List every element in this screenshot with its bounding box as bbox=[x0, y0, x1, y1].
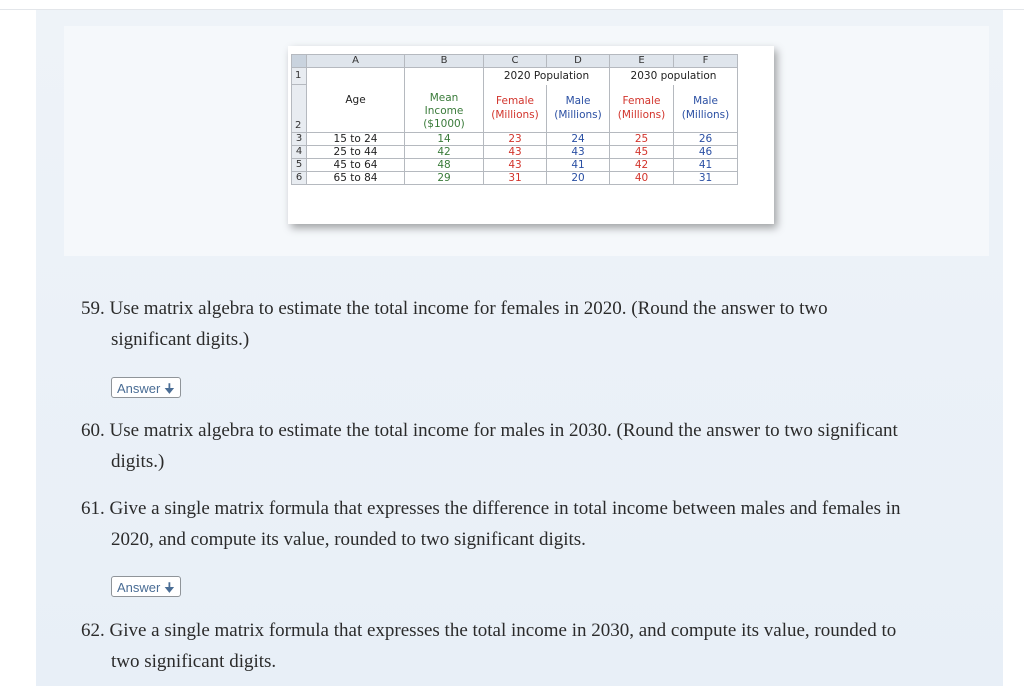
question-59-line2: significant digits.) bbox=[111, 329, 250, 350]
age-cell: 15 to 24 bbox=[307, 133, 405, 146]
col-letter: C bbox=[484, 55, 547, 68]
income-cell: 14 bbox=[405, 133, 484, 146]
question-number: 62. bbox=[81, 620, 105, 641]
group-header-2030: 2030 population bbox=[610, 68, 738, 85]
question-text: Give a single matrix formula that expresses the total income in 2030, and compute its value, rounded to bbox=[109, 620, 897, 641]
income-cell: 29 bbox=[405, 172, 484, 185]
arrow-down-icon: 🠋 bbox=[163, 381, 175, 396]
male-2030-cell: 26 bbox=[674, 133, 738, 146]
female-2030-cell: 25 bbox=[610, 133, 674, 146]
data-row bbox=[292, 146, 738, 159]
millions-label: (Millions) bbox=[554, 109, 602, 122]
female-2020-header bbox=[484, 85, 547, 133]
answer-label: Answer bbox=[117, 580, 161, 595]
question-60-line1 bbox=[81, 415, 981, 446]
row-number: 2 bbox=[292, 85, 307, 133]
question-60 bbox=[81, 415, 981, 477]
question-61-line1 bbox=[81, 493, 981, 524]
row-number: 5 bbox=[292, 159, 307, 172]
data-row bbox=[292, 133, 738, 146]
male-2020-cell: 41 bbox=[547, 159, 610, 172]
income-cell: 42 bbox=[405, 146, 484, 159]
age-cell: 45 to 64 bbox=[307, 159, 405, 172]
income-header-line1: Mean bbox=[429, 92, 459, 104]
female-2030-cell: 45 bbox=[610, 146, 674, 159]
question-62-line2: two significant digits. bbox=[111, 651, 277, 672]
income-header-line2: Income bbox=[424, 105, 464, 117]
female-label: Female bbox=[496, 95, 534, 108]
female-2030-cell: 40 bbox=[610, 172, 674, 185]
male-2020-cell: 24 bbox=[547, 133, 610, 146]
row-number: 6 bbox=[292, 172, 307, 185]
question-text: Use matrix algebra to estimate the total income for males in 2030. (Round the answer to two significant bbox=[109, 420, 898, 441]
question-60-line2: digits.) bbox=[111, 451, 165, 472]
answer-button-59[interactable] bbox=[111, 377, 181, 398]
female-2020-cell: 43 bbox=[484, 146, 547, 159]
row-number: 3 bbox=[292, 133, 307, 146]
data-row bbox=[292, 159, 738, 172]
sheet-row-1 bbox=[292, 68, 738, 85]
col-letter: F bbox=[674, 55, 738, 68]
group-header-2020: 2020 Population bbox=[484, 68, 610, 85]
column-header-row bbox=[292, 55, 738, 68]
question-62 bbox=[81, 615, 981, 677]
income-cell: 48 bbox=[405, 159, 484, 172]
question-number: 61. bbox=[81, 498, 105, 519]
answer-button-61[interactable] bbox=[111, 576, 181, 597]
income-header bbox=[405, 68, 484, 133]
female-2020-cell: 43 bbox=[484, 159, 547, 172]
question-text: Use matrix algebra to estimate the total income for females in 2020. (Round the answer to two bbox=[109, 298, 828, 319]
income-header-line3: ($1000) bbox=[423, 118, 465, 130]
col-letter: D bbox=[547, 55, 610, 68]
millions-label: (Millions) bbox=[617, 109, 666, 122]
spreadsheet-image bbox=[291, 54, 738, 185]
row-number: 1 bbox=[292, 68, 307, 85]
question-61-line2: 2020, and compute its value, rounded to two significant digits. bbox=[111, 529, 586, 550]
female-label: Female bbox=[622, 95, 661, 108]
male-2030-cell: 41 bbox=[674, 159, 738, 172]
millions-label: (Millions) bbox=[681, 109, 730, 122]
male-label: Male bbox=[693, 95, 718, 108]
female-2030-cell: 42 bbox=[610, 159, 674, 172]
question-number: 59. bbox=[81, 298, 105, 319]
male-2020-header bbox=[547, 85, 610, 133]
millions-label: (Millions) bbox=[491, 109, 539, 122]
male-2030-header bbox=[674, 85, 738, 133]
age-cell: 65 to 84 bbox=[307, 172, 405, 185]
col-letter: A bbox=[307, 55, 405, 68]
question-62-line1 bbox=[81, 615, 981, 646]
data-row bbox=[292, 172, 738, 185]
question-61 bbox=[81, 493, 981, 555]
question-59-line1 bbox=[81, 293, 981, 324]
col-letter: B bbox=[405, 55, 484, 68]
col-letter: E bbox=[610, 55, 674, 68]
row-number: 4 bbox=[292, 146, 307, 159]
question-text: Give a single matrix formula that expresses the difference in total income between males and females in bbox=[109, 498, 901, 519]
question-59 bbox=[81, 293, 981, 355]
corner-cell bbox=[292, 55, 307, 68]
male-2030-cell: 31 bbox=[674, 172, 738, 185]
female-2020-cell: 23 bbox=[484, 133, 547, 146]
arrow-down-icon: 🠋 bbox=[163, 580, 175, 595]
male-2030-cell: 46 bbox=[674, 146, 738, 159]
female-2020-cell: 31 bbox=[484, 172, 547, 185]
male-2020-cell: 43 bbox=[547, 146, 610, 159]
question-number: 60. bbox=[81, 420, 105, 441]
answer-label: Answer bbox=[117, 381, 161, 396]
age-header: Age bbox=[307, 68, 405, 133]
female-2030-header bbox=[610, 85, 674, 133]
age-cell: 25 to 44 bbox=[307, 146, 405, 159]
male-2020-cell: 20 bbox=[547, 172, 610, 185]
male-label: Male bbox=[565, 95, 591, 108]
